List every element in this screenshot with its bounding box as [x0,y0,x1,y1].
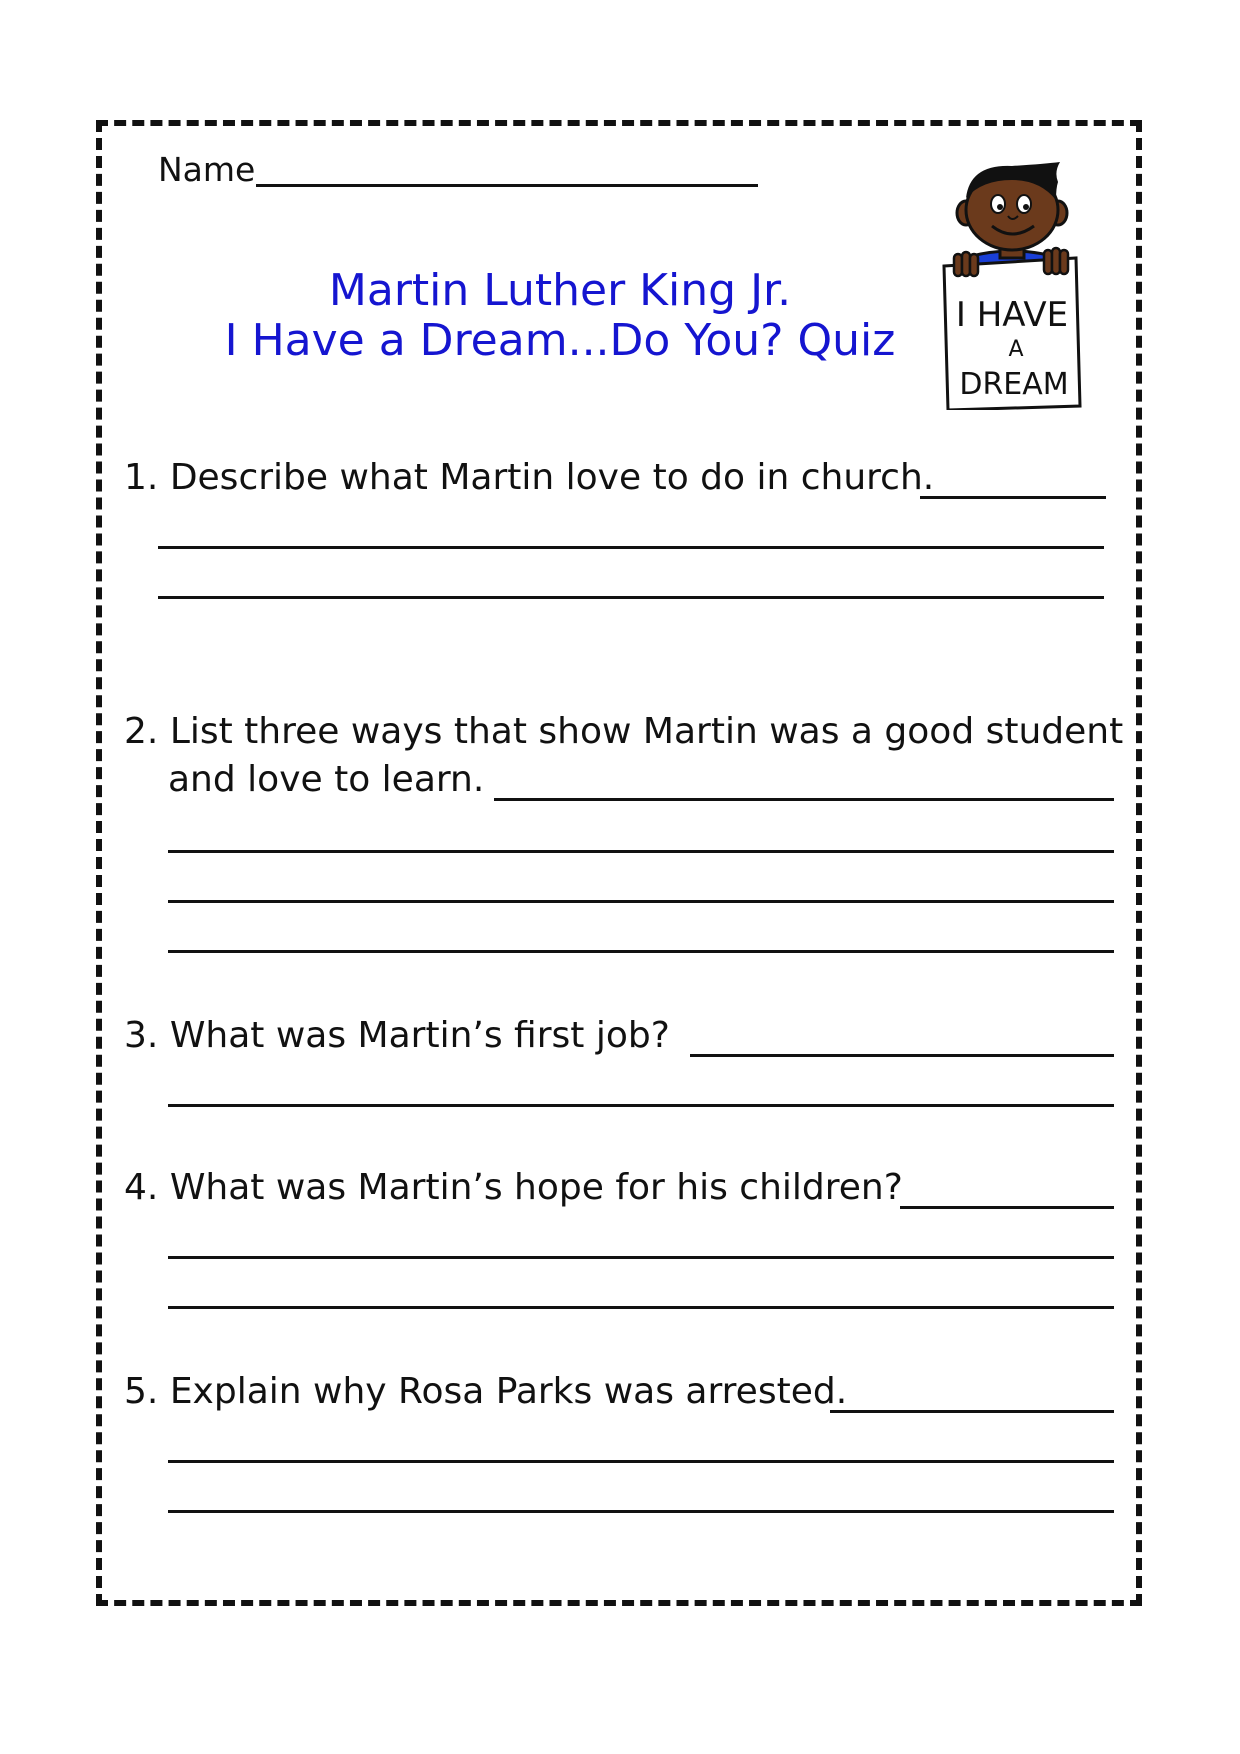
answer-line-1c[interactable] [158,596,1104,599]
question-5-number: 5. [124,1371,159,1412]
title-line-1: Martin Luther King Jr. [328,265,792,316]
question-4-number: 4. [124,1167,159,1208]
answer-line-5a[interactable] [830,1410,1114,1413]
answer-line-1a[interactable] [920,496,1106,499]
answer-line-4a[interactable] [900,1206,1114,1209]
question-1-text: Describe what Martin love to do in church. [169,457,935,498]
question-3-text: What was Martin’s first job? [169,1015,670,1056]
question-5 [124,1370,847,1414]
answer-line-2a[interactable] [494,798,1114,801]
i-have-a-dream-boy-illustration [936,158,1088,410]
answer-line-5b[interactable] [168,1460,1114,1463]
answer-line-1b[interactable] [158,546,1104,549]
sign-text-line-1: I HAVE [955,295,1069,335]
title-line-2: I Have a Dream...Do You? Quiz [224,315,896,366]
question-5-text: Explain why Rosa Parks was arrested. [169,1371,848,1412]
question-2-text: List three ways that show Martin was a good student [169,711,1124,752]
answer-line-2b[interactable] [168,850,1114,853]
answer-line-3b[interactable] [168,1104,1114,1107]
sign-text-line-2: A [1008,337,1024,362]
answer-line-4b[interactable] [168,1256,1114,1259]
sign-text-line-3: DREAM [959,367,1069,402]
answer-line-2d[interactable] [168,950,1114,953]
question-2-number: 2. [124,711,159,752]
answer-line-3a[interactable] [690,1054,1114,1057]
question-2-continued: and love to learn. [168,759,485,800]
question-1 [124,456,934,500]
question-4-text: What was Martin’s hope for his children? [169,1167,903,1208]
question-1-number: 1. [124,457,159,498]
question-2 [124,710,1123,754]
question-3-number: 3. [124,1015,159,1056]
name-answer-line[interactable] [256,184,758,187]
answer-line-5c[interactable] [168,1510,1114,1513]
question-3 [124,1014,670,1058]
answer-line-4c[interactable] [168,1306,1114,1309]
name-label: Name [158,150,256,189]
question-4 [124,1166,903,1210]
answer-line-2c[interactable] [168,900,1114,903]
